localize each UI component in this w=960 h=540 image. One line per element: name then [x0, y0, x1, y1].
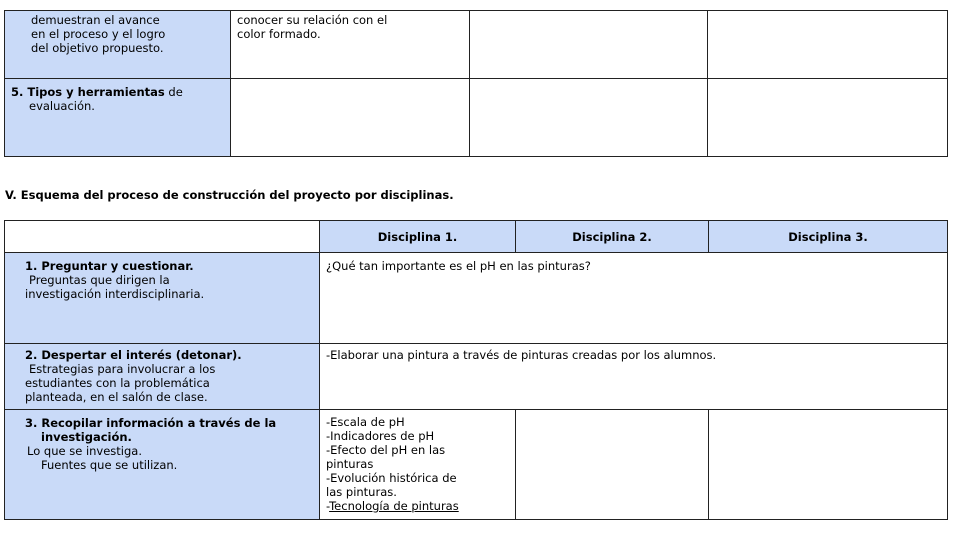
- evaluation-types-cell: [5, 79, 231, 157]
- evaluation-types-title: 5. Tipos y herramientas: [11, 85, 165, 99]
- stage-1-cell: [5, 253, 320, 344]
- research-topic: -Evolución histórica de: [326, 471, 457, 485]
- stage-2-title: 2. Despertar el interés (detonar).: [25, 348, 242, 362]
- section-heading: V. Esquema del proceso de construcción del proyecto por disciplinas.: [5, 188, 454, 202]
- header-discipline-1: Disciplina 1.: [320, 221, 516, 253]
- discipline-2-cell: [470, 11, 708, 79]
- stage-1-content: [320, 253, 948, 344]
- stage-1-desc: Preguntas que dirigen la: [29, 273, 170, 287]
- empty-cell: [470, 79, 708, 157]
- project-scheme-table: [4, 220, 948, 520]
- criteria-line: en el proceso y el logro: [31, 27, 166, 41]
- stage-2-activity: -Elaborar una pintura a través de pinturas creadas por los alumnos.: [326, 348, 717, 362]
- content-line: color formado.: [237, 27, 321, 41]
- content-line: conocer su relación con el: [237, 13, 388, 27]
- stage-2-desc: estudiantes con la problemática: [25, 376, 210, 390]
- criteria-line: demuestran el avance: [31, 13, 160, 27]
- research-topic: -Escala de pH: [326, 415, 405, 429]
- research-topic: -Efecto del pH en las: [326, 443, 446, 457]
- research-topic-dash: -: [326, 499, 330, 513]
- criteria-line: del objetivo propuesto.: [31, 41, 164, 55]
- empty-cell: [708, 79, 948, 157]
- discipline-1-cell: [231, 11, 470, 79]
- stage-3-title: 3. Recopilar información a través de la: [25, 416, 277, 430]
- header-discipline-2: Disciplina 2.: [516, 221, 709, 253]
- stage-3-content: [320, 410, 516, 520]
- empty-cell: [231, 79, 470, 157]
- stage-1-question: ¿Qué tan importante es el pH en las pinturas?: [326, 259, 591, 273]
- stage-3-desc: Lo que se investiga.: [27, 444, 142, 458]
- research-topic: las pinturas.: [326, 485, 397, 499]
- stage-3-discipline-2: [516, 410, 709, 520]
- research-topic: pinturas: [326, 457, 374, 471]
- technology-link[interactable]: Tecnología de pinturas: [329, 499, 459, 513]
- stage-3-discipline-3: [709, 410, 948, 520]
- stage-3-desc: Fuentes que se utilizan.: [41, 458, 178, 472]
- criteria-cell: [5, 11, 231, 79]
- stage-2-content: [320, 344, 948, 410]
- stage-1-desc: investigación interdisciplinaria.: [25, 287, 205, 301]
- header-empty-cell: [5, 221, 320, 253]
- stage-3-cell: [5, 410, 320, 520]
- evaluation-types-line2: evaluación.: [29, 99, 95, 113]
- stage-3-title: investigación.: [41, 430, 132, 444]
- evaluation-table: [4, 10, 948, 157]
- research-topic: -Indicadores de pH: [326, 429, 435, 443]
- stage-2-desc: Estrategias para involucrar a los: [29, 362, 216, 376]
- stage-2-desc: planteada, en el salón de clase.: [25, 390, 208, 404]
- stage-2-cell: [5, 344, 320, 410]
- evaluation-types-title-rest: de: [164, 85, 183, 99]
- stage-1-title: 1. Preguntar y cuestionar.: [25, 259, 194, 273]
- header-discipline-3: Disciplina 3.: [709, 221, 948, 253]
- discipline-3-cell: [708, 11, 948, 79]
